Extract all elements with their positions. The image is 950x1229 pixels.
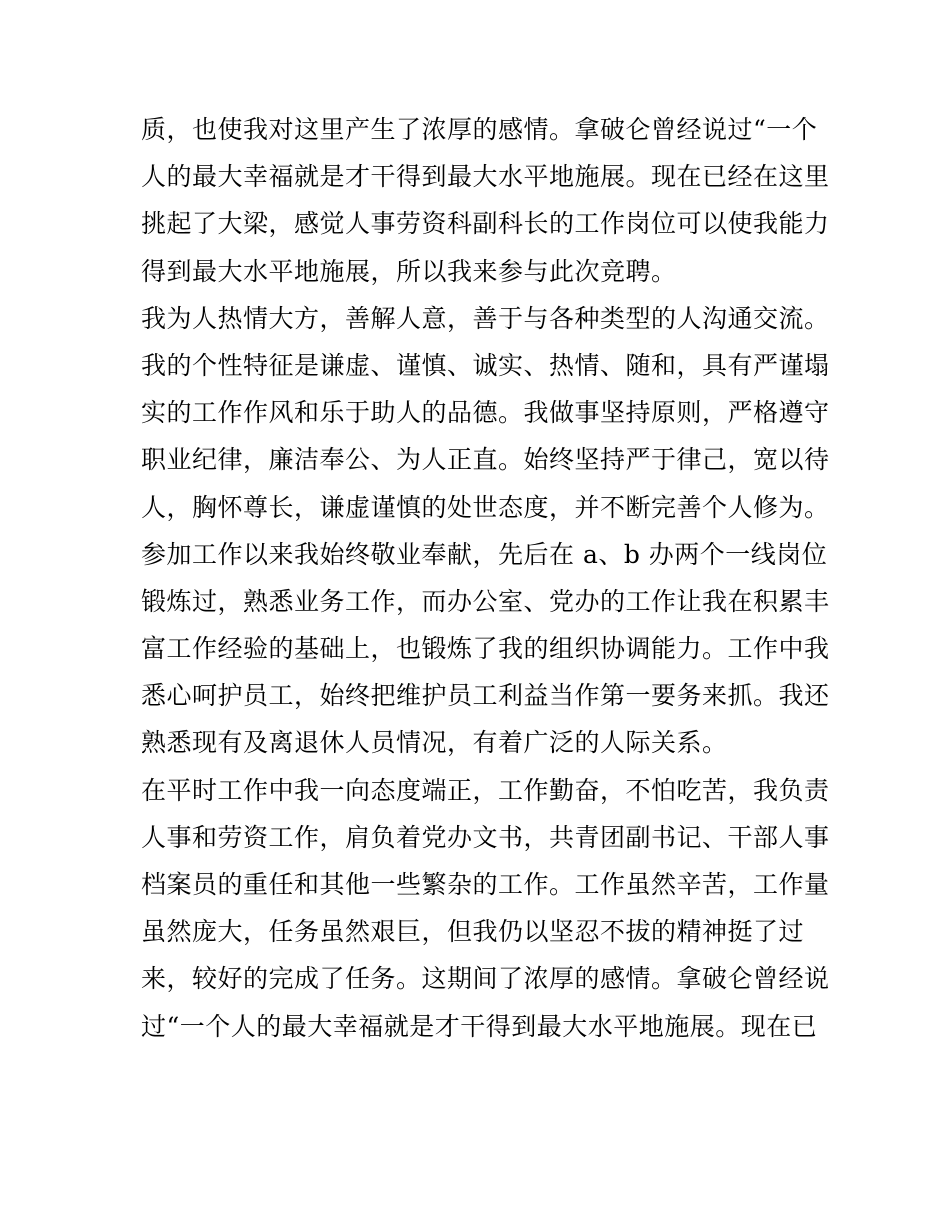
text-line: 得到最大水平地施展，所以我来参与此次竞聘。 bbox=[141, 256, 677, 286]
text-line: 富工作经验的基础上，也锻炼了我的组织协调能力。工作中我 bbox=[141, 634, 830, 664]
text-line: 人，胸怀尊长，谦虚谨慎的处世态度，并不断完善个人修为。 bbox=[141, 492, 830, 522]
text-line: 悉心呵护员工，始终把维护员工利益当作第一要务来抓。我还 bbox=[141, 681, 830, 711]
body-text bbox=[141, 106, 830, 1050]
text-line: 熟悉现有及离退休人员情况，有着广泛的人际关系。 bbox=[141, 728, 728, 758]
text-line: 实的工作作风和乐于助人的品德。我做事坚持原则，严格遵守 bbox=[141, 398, 830, 428]
text-line: 档案员的重任和其他一些繁杂的工作。工作虽然辛苦，工作量 bbox=[141, 870, 830, 899]
text-line: 质，也使我对这里产生了浓厚的感情。拿破仑曾经说过“一个 bbox=[141, 115, 818, 144]
text-line: 参加工作以来我始终敬业奉献，先后在 a、b 办两个一线岗位 bbox=[141, 539, 828, 569]
text-line: 来，较好的完成了任务。这期间了浓厚的感情。拿破仑曾经说 bbox=[141, 964, 830, 994]
text-line: 锻炼过，熟悉业务工作，而办公室、党办的工作让我在积累丰 bbox=[141, 586, 830, 616]
text-line: 职业纪律，廉洁奉公、为人正直。始终坚持严于律己，宽以待 bbox=[141, 445, 830, 475]
text-line: 我为人热情大方，善解人意，善于与各种类型的人沟通交流。 bbox=[141, 303, 830, 333]
text-line: 挑起了大梁，感觉人事劳资科副科长的工作岗位可以使我能力 bbox=[141, 209, 830, 239]
text-line: 在平时工作中我一向态度端正，工作勤奋，不怕吃苦，我负责 bbox=[141, 775, 830, 805]
text-line: 人事和劳资工作，肩负着党办文书，共青团副书记、干部人事 bbox=[141, 822, 830, 852]
text-line: 过“一个人的最大幸福就是才干得到最大水平地施展。现在已 bbox=[141, 1011, 818, 1041]
text-line: 虽然庞大，任务虽然艰巨，但我仍以坚忍不拔的精神挺了过 bbox=[141, 917, 805, 947]
text-line: 我的个性特征是谦虚、谨慎、诚实、热情、随和，具有严谨塌 bbox=[141, 350, 830, 380]
text-line: 人的最大幸福就是才干得到最大水平地施展。现在已经在这里 bbox=[141, 162, 830, 192]
